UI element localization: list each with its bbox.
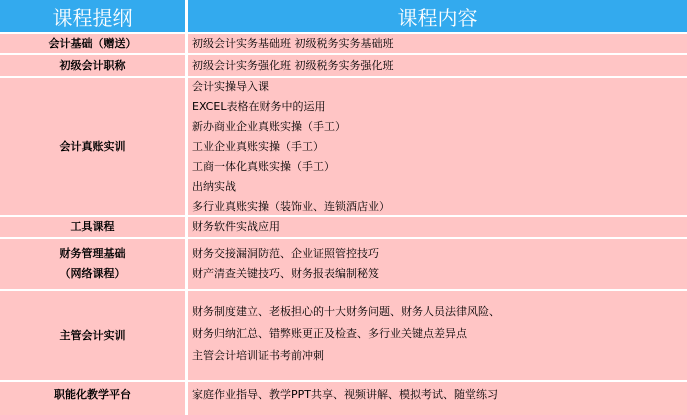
content-line: 工商一体化真账实操（手工） [192,159,335,173]
header-outline: 课程提纲 [0,0,185,32]
content-line: 财务软件实战应用 [192,220,280,233]
content-line: 新办商业企业真账实操（手工） [192,119,346,133]
header-content: 课程内容 [188,0,687,32]
row-label-accounting-basics [0,34,185,53]
row-content-supervisor-training [188,291,687,380]
row-content-tool-course [188,217,687,237]
row-label-text: 会计真账实训 [59,139,126,153]
content-line: EXCEL表格在财务中的运用 [192,99,326,113]
row-label-text: 财务管理基础 [59,247,126,260]
content-line: 初级会计实务基础班 初级税务实务基础班 [192,37,394,50]
content-line: 出纳实战 [192,179,236,193]
content-line: 工业企业真账实操（手工） [192,139,324,153]
row-label-text: 会计基础（赠送） [48,36,137,50]
row-content-teaching-platform [188,382,687,415]
content-line: 主管会计培训证书考前冲刺 [192,349,324,362]
content-line: 财务归纳汇总、错弊账更正及检查、多行业关键点差异点 [192,327,467,340]
row-label-real-account-training [0,78,185,215]
row-content-junior-title [188,55,687,76]
row-label-tool-course [0,217,185,237]
content-line: 财产清查关键技巧、财务报表编制秘笈 [192,267,379,280]
row-label-text: 初级会计职称 [59,58,126,72]
content-line: 财务交接漏洞防范、企业证照管控技巧 [192,247,379,260]
row-content-real-account-training [188,78,687,215]
row-label-teaching-platform [0,382,185,415]
row-label-text: 职能化教学平台 [54,388,131,401]
row-content-accounting-basics [188,34,687,53]
row-content-financial-management [188,239,687,289]
content-line: 初级会计实务强化班 初级税务实务强化班 [192,58,394,72]
content-line: 多行业真账实操（装饰业、连锁酒店业） [192,199,390,213]
row-label-subtext: （网络课程） [59,267,126,280]
row-label-junior-title [0,55,185,76]
row-label-text: 工具课程 [70,220,115,233]
content-line: 财务制度建立、老板担心的十大财务问题、财务人员法律风险、 [192,305,500,318]
row-label-financial-management [0,239,185,289]
row-label-supervisor-training [0,291,185,380]
content-line: 会计实操导入课 [192,79,269,93]
content-line: 家庭作业指导、教学PPT共享、视频讲解、模拟考试、随堂练习 [192,388,498,401]
row-label-text: 主管会计实训 [59,328,126,342]
